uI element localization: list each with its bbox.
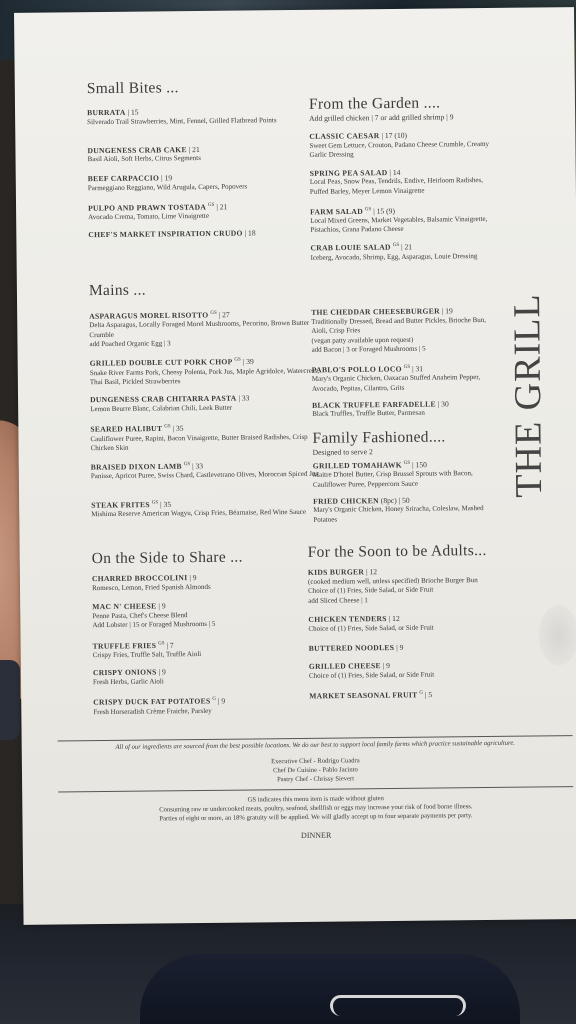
- item-price: | 27: [218, 310, 230, 320]
- item-name: STEAK FRITES: [91, 500, 150, 510]
- item-name: CRISPY ONIONS: [92, 667, 157, 678]
- item-price: | 35: [160, 499, 172, 509]
- item-extra: (vegan patty available upon request): [311, 335, 414, 345]
- item-name: BUTTERED NOODLES: [308, 642, 395, 653]
- family-heading: Family Fashioned....: [312, 428, 446, 447]
- gluten-free-mark: GS: [151, 500, 159, 506]
- item-name: GRILLED CHEESE: [308, 661, 381, 672]
- item-extra: Choice of (1) Fries, Side Salad, or Side Fruit: [308, 585, 434, 596]
- menu-label: DINNER: [300, 830, 332, 840]
- item-desc: Black Truffles, Truffle Butter, Parmesan: [312, 409, 425, 419]
- item-price: | 30: [437, 399, 449, 409]
- item-name: PULPO AND PRAWN TOSTADA: [88, 202, 207, 213]
- item-extra2: add Bacon | 3 or Foraged Mushrooms | 5: [311, 345, 426, 355]
- item-desc: Iceberg, Avocado, Shrimp, Egg, Asparagus, Louie Dressing: [310, 251, 478, 262]
- menu-item: [91, 497, 331, 520]
- item-price: | 9: [382, 661, 390, 671]
- item-price: (8pc) | 50: [380, 495, 410, 505]
- menu-item: [313, 458, 503, 490]
- item-price: | 12: [388, 614, 400, 624]
- item-price: | 21: [188, 144, 200, 154]
- menu-item: [93, 694, 333, 717]
- item-desc: Snake River Farms Pork, Cheesy Polenta, Pork Jus, Maple Agridolce, Watercress, Thai Basil, Pickled Strawberries: [89, 366, 320, 387]
- gluten-free-mark: GS: [392, 243, 400, 249]
- item-price: | 9: [158, 601, 166, 611]
- item-desc: Penne Pasta, Chef's Cheese Blend: [92, 610, 188, 620]
- item-price: | 18: [244, 228, 256, 238]
- item-name: BRAISED DIXON LAMB: [90, 461, 182, 472]
- menu-item: [309, 130, 499, 161]
- item-name: FARM SALAD: [310, 206, 364, 216]
- item-desc: Crispy Fries, Truffle Salt, Truffle Aioli: [92, 650, 202, 660]
- gluten-free-mark: GS: [158, 641, 165, 647]
- item-price: | 7: [166, 640, 174, 650]
- item-name: CHARRED BROCCOLINI: [91, 573, 188, 584]
- kids-heading: For the Soon to be Adults...: [307, 542, 487, 561]
- menu-item: [311, 306, 501, 356]
- gluten-free-mark: GS: [164, 424, 171, 430]
- item-name: SPRING PEA SALAD: [309, 167, 388, 178]
- item-name: CRISPY DUCK FAT POTATOES: [93, 696, 211, 708]
- item-desc: Romesco, Lemon, Fried Spanish Almonds: [91, 582, 211, 592]
- item-price: | 15 (9): [373, 206, 395, 216]
- item-price: | 39: [242, 357, 254, 367]
- item-desc: Mary's Organic Chicken, Oaxacan Stuffed Anaheim Pepper, Avocado, Pepitas, Cilantro, Grits: [311, 373, 481, 393]
- pastry-chef: Pastry Chef - Chrissy Sievert: [277, 775, 355, 784]
- item-desc: Maitre D'hotel Butter, Crisp Brussel Sprouts with Bacon, Cauliflower Puree, Peppercorn Sauce: [312, 469, 473, 489]
- paper-stain: [538, 605, 576, 665]
- garden-heading: From the Garden ....: [308, 94, 441, 113]
- gluten-free-mark: GS: [364, 206, 372, 212]
- item-price: | 31: [412, 364, 424, 374]
- gluten-free-mark: G: [212, 697, 217, 703]
- menu-item: [308, 613, 508, 634]
- menu-item: [310, 167, 500, 198]
- menu-item: [310, 203, 500, 235]
- menu-item: [310, 240, 500, 263]
- item-name: DUNGENESS CRAB CAKE: [87, 144, 187, 155]
- item-name: MAC N' CHEESE: [92, 601, 157, 612]
- menu-item: [90, 421, 330, 454]
- item-desc: Fresh Herbs, Garlic Aioli: [92, 677, 164, 686]
- menu-item: [93, 638, 333, 661]
- item-desc: Fresh Horseradish Crème Fraiche, Parsley: [93, 706, 212, 716]
- gluten-free-mark: GS: [208, 203, 215, 209]
- menu-item: [92, 572, 332, 594]
- sourcing-text: All of our ingredients are sourced from the best possible locations. We do our best to support local family farms which practice sustainable agriculture.: [115, 739, 515, 751]
- item-desc: Avocado Crema, Tomato, Lime Vinaigrette: [88, 212, 209, 222]
- item-name: GRILLED TOMAHAWK: [312, 460, 402, 471]
- item-desc: Silverado Trail Strawberries, Mint, Fennel, Grilled Flatbread Points: [87, 115, 277, 126]
- item-name: KIDS BURGER: [307, 567, 365, 577]
- item-name: PABLO'S POLLO LOCO: [311, 364, 402, 375]
- menu-item: [88, 228, 328, 240]
- item-price: | 19: [441, 306, 453, 316]
- item-price: | 14: [389, 167, 401, 177]
- menu-item: [87, 143, 327, 165]
- item-name: ASPARAGUS MOREL RISOTTO: [89, 310, 209, 321]
- menu-item: [88, 200, 328, 223]
- shoe: [140, 954, 520, 1024]
- menu-item: [87, 106, 327, 128]
- small-bites-heading: Small Bites ...: [86, 79, 179, 98]
- item-name: DUNGENESS CRAB CHITARRA PASTA: [90, 393, 237, 405]
- item-desc: Sweet Gem Lettuce, Crouton, Padano Cheese Crumble, Creamy Garlic Dressing: [309, 139, 490, 160]
- item-price: | 12: [366, 567, 378, 577]
- item-price: | 9: [396, 642, 404, 652]
- shoe-lace: [330, 995, 466, 1016]
- item-extra2: add Sliced Cheese | 1: [308, 596, 368, 605]
- mains-heading: Mains ...: [88, 281, 146, 300]
- item-name: BLACK TRUFFLE FARFADELLE: [312, 399, 436, 410]
- menu-item: [308, 566, 508, 606]
- chef-de-cuisine: Chef De Cuisine - Pablo Jacinto: [273, 766, 358, 775]
- gluten-free-mark: GS: [183, 462, 191, 468]
- item-name: CLASSIC CAESAR: [309, 131, 380, 141]
- item-name: SEARED HALIBUT: [90, 424, 163, 435]
- item-desc: Local Mixed Greens, Market Vegetables, Balsamic Vinaigrette, Pistachios, Grana Padano Cheese: [310, 214, 488, 235]
- item-desc: Delta Asparagus, Locally Foraged Morel Mushrooms, Pecorino, Brown Butter Crumble: [89, 318, 310, 339]
- item-name: CHICKEN TENDERS: [308, 614, 387, 625]
- menu-item: [88, 172, 328, 194]
- menu-sheet: [14, 7, 576, 925]
- family-note: Designed to serve 2: [312, 447, 373, 457]
- item-price: | 9: [158, 667, 166, 677]
- item-desc: Lemon Beurre Blanc, Calabrian Chili, Leek Butter: [90, 403, 233, 413]
- food-warning: Consuming raw or undercooked meats, poultry, seafood, shellfish or eggs may increase your risk of food borne illness.: [159, 803, 473, 814]
- item-desc: Local Peas, Snow Peas, Tendrils, Endive, Heirloom Radishes, Puffed Barley, Meyer Lemon Vinaigrette: [309, 176, 484, 196]
- item-price: | 17 (10): [381, 130, 408, 141]
- garden-note: Add grilled chicken | 7 or add grilled shrimp | 9: [309, 112, 454, 123]
- menu-item: [92, 600, 332, 631]
- item-extra: add Poached Organic Egg | 3: [89, 339, 171, 349]
- item-price: | 21: [401, 242, 413, 252]
- item-desc: Panisse, Apricot Puree, Swiss Chard, Castlevetrano Olives, Moroccan Spiced Jus: [90, 470, 319, 481]
- item-desc: Cauliflower Puree, Rapini, Bacon Vinaigrette, Butter Braised Radishes, Crisp Chicken Skin: [90, 432, 308, 453]
- item-extra: Add Lobster | 15 or Foraged Mushrooms | 5: [92, 620, 216, 630]
- item-extra: Choice of (1) Fries, Side Salad, or Side Fruit: [308, 670, 435, 680]
- item-name: BEEF CARPACCIO: [87, 173, 160, 184]
- menu-item: [89, 308, 329, 350]
- sleeve: [0, 660, 20, 740]
- grill-title: THE GRILL: [505, 293, 551, 498]
- item-name: MARKET SEASONAL FRUIT: [309, 690, 418, 701]
- item-name: CHEF'S MARKET INSPIRATION CRUDO: [88, 228, 243, 240]
- item-name: GRILLED DOUBLE CUT PORK CHOP: [89, 357, 233, 369]
- item-name: FRIED CHICKEN: [313, 495, 379, 506]
- menu-item: [309, 660, 509, 681]
- menu-item: [312, 362, 502, 394]
- menu-item: [309, 688, 509, 701]
- item-name: THE CHEDDAR CHEESEBURGER: [311, 306, 440, 317]
- item-desc: (cooked medium well, unless specified) Brioche Burger Bun: [307, 575, 478, 586]
- gluten-free-mark: G: [419, 691, 424, 697]
- menu-item: [313, 495, 503, 526]
- item-price: | 21: [216, 202, 228, 212]
- item-name: CRAB LOUIE SALAD: [310, 242, 391, 253]
- item-price: | 35: [172, 424, 184, 434]
- item-desc: Parmeggiano Reggiano, Wild Arugula, Capers, Popovers: [87, 182, 248, 192]
- sides-heading: On the Side to Share ...: [91, 548, 243, 568]
- item-price: | 9: [189, 573, 197, 583]
- item-name: BURRATA: [87, 107, 126, 118]
- item-price: | 5: [424, 690, 433, 700]
- item-price: | 33: [192, 461, 204, 471]
- item-desc: Traditionally Dressed, Bread and Butter Pickles, Brioche Bun, Aioli, Crisp Fries: [311, 315, 487, 336]
- item-desc: Mishima Reserve American Wagyu, Crisp Fries, Béarnaise, Red Wine Sauce: [91, 508, 306, 519]
- gluten-free-mark: GS: [403, 460, 411, 466]
- menu-item: [309, 641, 509, 653]
- gluten-free-mark: GS: [403, 364, 411, 370]
- menu-item: [90, 355, 330, 388]
- item-desc: Mary's Organic Chicken, Honey Sriracha, Coleslaw, Mashed Potatoes: [313, 504, 484, 524]
- gs-note: GS indicates this menu item is made without gluten: [247, 795, 384, 804]
- item-price: | 33: [238, 393, 250, 403]
- item-name: TRUFFLE FRIES: [92, 641, 157, 651]
- menu-item: [91, 459, 331, 482]
- menu-item: [90, 393, 330, 415]
- gluten-free-mark: GS: [210, 310, 217, 316]
- menu-item: [93, 666, 333, 688]
- menu-item: [312, 399, 502, 420]
- gluten-free-mark: GS: [234, 357, 241, 364]
- exec-chef: Executive Chef - Rodrigo Cuadra: [271, 757, 360, 766]
- item-price: | 15: [127, 107, 139, 117]
- item-price: | 19: [161, 173, 173, 183]
- gratuity-note: Parties of eight or more, an 18% gratuity will be applied. We will gladly accept up to four separate payments per party.: [159, 812, 473, 823]
- item-price: | 150: [412, 460, 427, 470]
- item-extra: Choice of (1) Fries, Side Salad, or Side Fruit: [308, 623, 434, 633]
- item-desc: Basil Aioli, Soft Herbs, Citrus Segments: [87, 154, 201, 164]
- item-price: | 9: [217, 696, 226, 706]
